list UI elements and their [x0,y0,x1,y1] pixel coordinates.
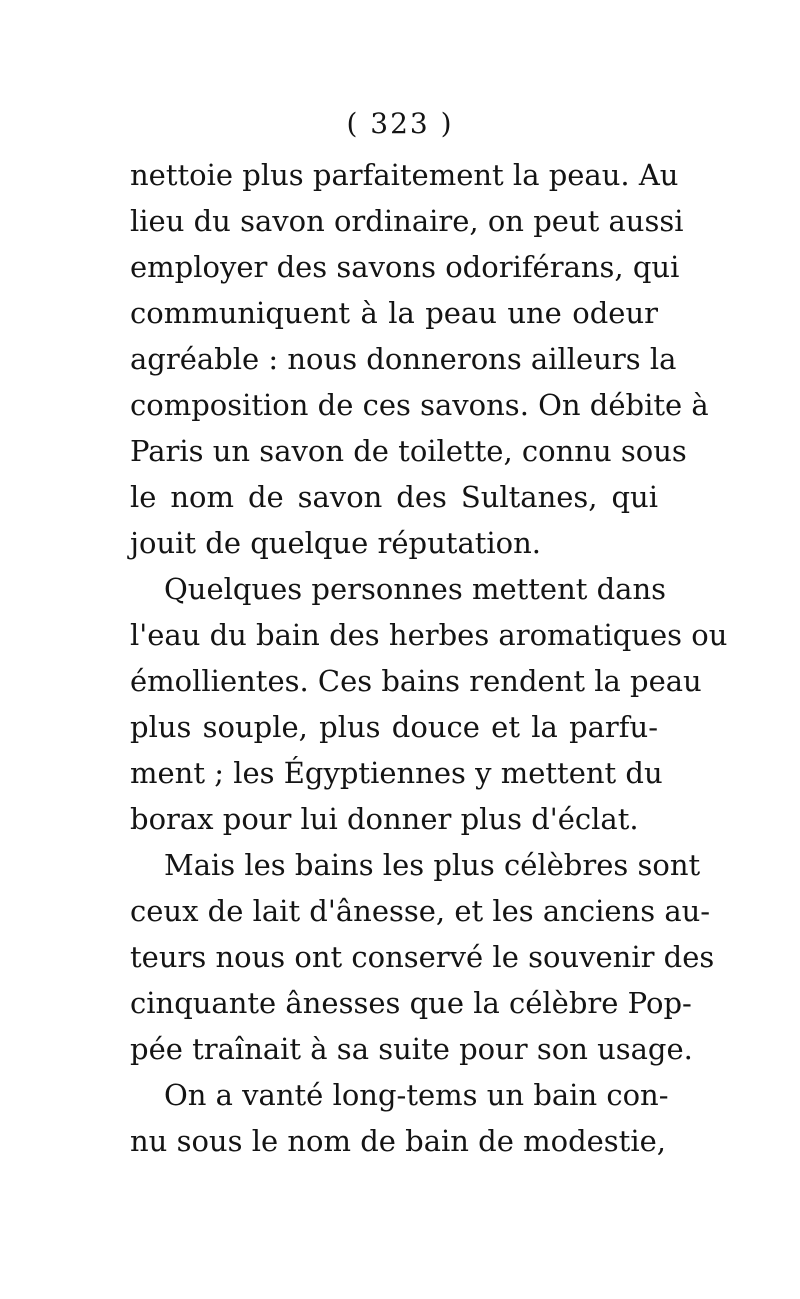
text-line: composition de ces savons. On débite à [130,388,709,422]
text-line: plus souple, plus douce et la parfu- [130,710,658,744]
paragraph-first-line: Mais les bains les plus célèbres sont [164,848,701,882]
text-line: borax pour lui donner plus d'éclat. [130,802,639,836]
text-line: ceux de lait d'ânesse, et les anciens au- [130,894,711,928]
text-line: nu sous le nom de bain de modestie, [130,1124,666,1158]
text-line: le nom de savon des Sultanes, qui [130,480,658,514]
text-line: cinquante ânesses que la célèbre Pop- [130,986,692,1020]
text-line: communiquent à la peau une odeur [130,296,658,330]
text-line: l'eau du bain des herbes aromatiques ou [130,618,728,652]
body-text [130,152,728,1164]
text-line: émollientes. Ces bains rendent la peau [130,664,702,698]
text-line: Paris un savon de toilette, connu sous [130,434,687,468]
text-line: ment ; les Égyptiennes y mettent du [130,756,663,790]
text-line: pée traînait à sa suite pour son usage. [130,1032,693,1066]
paragraph-first-line: On a vanté long-tems un bain con- [164,1078,669,1112]
page-number: ( 323 ) [346,107,454,140]
paragraph-first-line: Quelques personnes mettent dans [164,572,667,606]
text-line: employer des savons odoriférans, qui [130,250,680,284]
text-line: teurs nous ont conservé le souvenir des [130,940,715,974]
text-line: lieu du savon ordinaire, on peut aussi [130,204,684,238]
text-line: jouit de quelque réputation. [130,526,542,560]
text-line: agréable : nous donnerons ailleurs la [130,342,677,376]
text-line: nettoie plus parfaitement la peau. Au [130,158,679,192]
